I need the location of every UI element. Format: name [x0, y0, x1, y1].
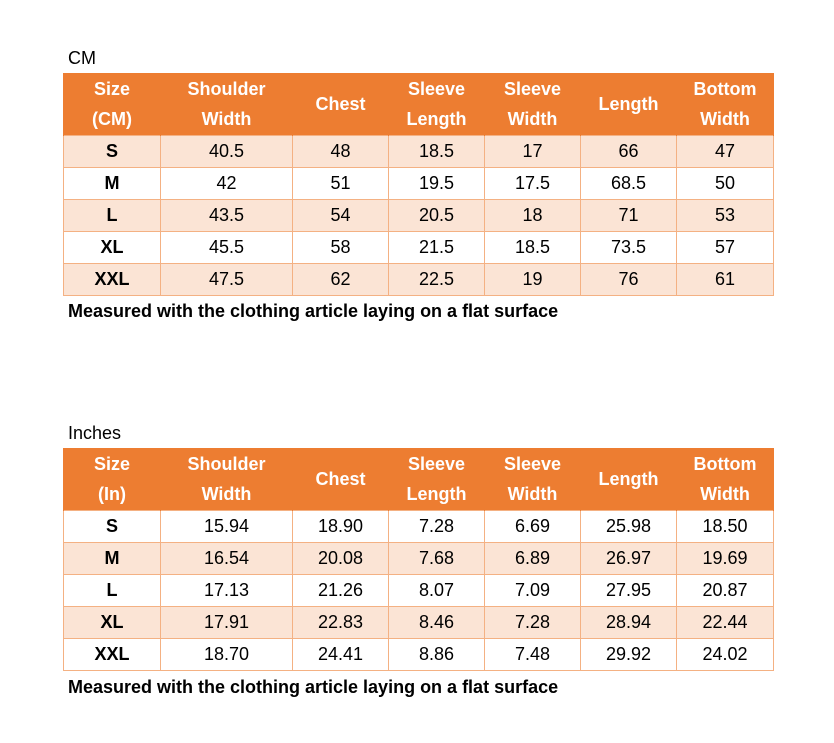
table-cell: 17.91 [161, 607, 293, 639]
table-cell: 40.5 [161, 136, 293, 168]
cm-header-sleeve-width: Sleeve Width [485, 73, 581, 136]
table-cell: 15.94 [161, 511, 293, 543]
inches-size-table [63, 448, 774, 671]
table-cell: 66 [581, 136, 677, 168]
table-cell: 20.87 [677, 575, 774, 607]
table-cell: 8.46 [389, 607, 485, 639]
table-cell: 45.5 [161, 232, 293, 264]
cm-size-table [63, 73, 774, 296]
table-cell: 29.92 [581, 639, 677, 671]
cm-header-sleeve-length: Sleeve Length [389, 73, 485, 136]
size-cell: S [64, 511, 161, 543]
table-cell: 17.13 [161, 575, 293, 607]
size-cell: XXL [64, 639, 161, 671]
table-row [64, 168, 774, 200]
size-cell: XXL [64, 264, 161, 296]
table-cell: 68.5 [581, 168, 677, 200]
table-cell: 8.86 [389, 639, 485, 671]
inches-header-bottom-width: Bottom Width [677, 448, 774, 511]
table-cell: 26.97 [581, 543, 677, 575]
size-cell: L [64, 200, 161, 232]
table-cell: 62 [293, 264, 389, 296]
size-cell: XL [64, 607, 161, 639]
table-cell: 7.28 [389, 511, 485, 543]
table-row [64, 607, 774, 639]
table-cell: 43.5 [161, 200, 293, 232]
table-row [64, 264, 774, 296]
table-cell: 24.02 [677, 639, 774, 671]
table-cell: 61 [677, 264, 774, 296]
table-cell: 47.5 [161, 264, 293, 296]
table-cell: 28.94 [581, 607, 677, 639]
cm-section-title: CM [68, 48, 96, 68]
size-cell: M [64, 543, 161, 575]
table-cell: 22.5 [389, 264, 485, 296]
cm-header-shoulder-width: Shoulder Width [161, 73, 293, 136]
table-cell: 18.70 [161, 639, 293, 671]
table-row [64, 136, 774, 168]
cm-header-bottom-width: Bottom Width [677, 73, 774, 136]
table-cell: 7.09 [485, 575, 581, 607]
table-row [64, 543, 774, 575]
table-cell: 7.68 [389, 543, 485, 575]
table-cell: 19 [485, 264, 581, 296]
table-cell: 21.5 [389, 232, 485, 264]
table-cell: 50 [677, 168, 774, 200]
table-cell: 58 [293, 232, 389, 264]
table-cell: 19.5 [389, 168, 485, 200]
table-cell: 53 [677, 200, 774, 232]
size-cell: S [64, 136, 161, 168]
table-cell: 20.5 [389, 200, 485, 232]
cm-header-length: Length [581, 73, 677, 136]
inches-header-length: Length [581, 448, 677, 511]
table-cell: 42 [161, 168, 293, 200]
table-cell: 17 [485, 136, 581, 168]
table-cell: 6.89 [485, 543, 581, 575]
size-cell: M [64, 168, 161, 200]
table-cell: 76 [581, 264, 677, 296]
table-cell: 18.5 [485, 232, 581, 264]
table-cell: 6.69 [485, 511, 581, 543]
table-cell: 19.69 [677, 543, 774, 575]
table-cell: 7.28 [485, 607, 581, 639]
table-cell: 20.08 [293, 543, 389, 575]
table-cell: 71 [581, 200, 677, 232]
table-cell: 17.5 [485, 168, 581, 200]
table-cell: 18.50 [677, 511, 774, 543]
cm-measurement-note: Measured with the clothing article laying on a flat surface [68, 301, 559, 321]
inches-header-row [64, 448, 774, 511]
size-cell: L [64, 575, 161, 607]
inches-header-size: Size (In) [64, 448, 161, 511]
table-cell: 8.07 [389, 575, 485, 607]
size-cell: XL [64, 232, 161, 264]
table-cell: 73.5 [581, 232, 677, 264]
table-cell: 18.5 [389, 136, 485, 168]
inches-section-title: Inches [68, 423, 122, 443]
table-cell: 21.26 [293, 575, 389, 607]
cm-header-row [64, 73, 774, 136]
table-cell: 47 [677, 136, 774, 168]
table-cell: 24.41 [293, 639, 389, 671]
table-cell: 22.83 [293, 607, 389, 639]
table-cell: 22.44 [677, 607, 774, 639]
inches-header-shoulder-width: Shoulder Width [161, 448, 293, 511]
table-cell: 18 [485, 200, 581, 232]
inches-measurement-note: Measured with the clothing article laying on a flat surface [68, 677, 559, 697]
table-cell: 25.98 [581, 511, 677, 543]
table-cell: 57 [677, 232, 774, 264]
table-cell: 7.48 [485, 639, 581, 671]
table-cell: 54 [293, 200, 389, 232]
table-row [64, 511, 774, 543]
table-cell: 16.54 [161, 543, 293, 575]
cm-header-size: Size (CM) [64, 73, 161, 136]
inches-header-sleeve-length: Sleeve Length [389, 448, 485, 511]
table-cell: 27.95 [581, 575, 677, 607]
inches-header-sleeve-width: Sleeve Width [485, 448, 581, 511]
table-row [64, 639, 774, 671]
inches-header-chest: Chest [293, 448, 389, 511]
cm-header-chest: Chest [293, 73, 389, 136]
table-row [64, 575, 774, 607]
table-row [64, 200, 774, 232]
table-cell: 48 [293, 136, 389, 168]
table-cell: 51 [293, 168, 389, 200]
table-cell: 18.90 [293, 511, 389, 543]
table-row [64, 232, 774, 264]
